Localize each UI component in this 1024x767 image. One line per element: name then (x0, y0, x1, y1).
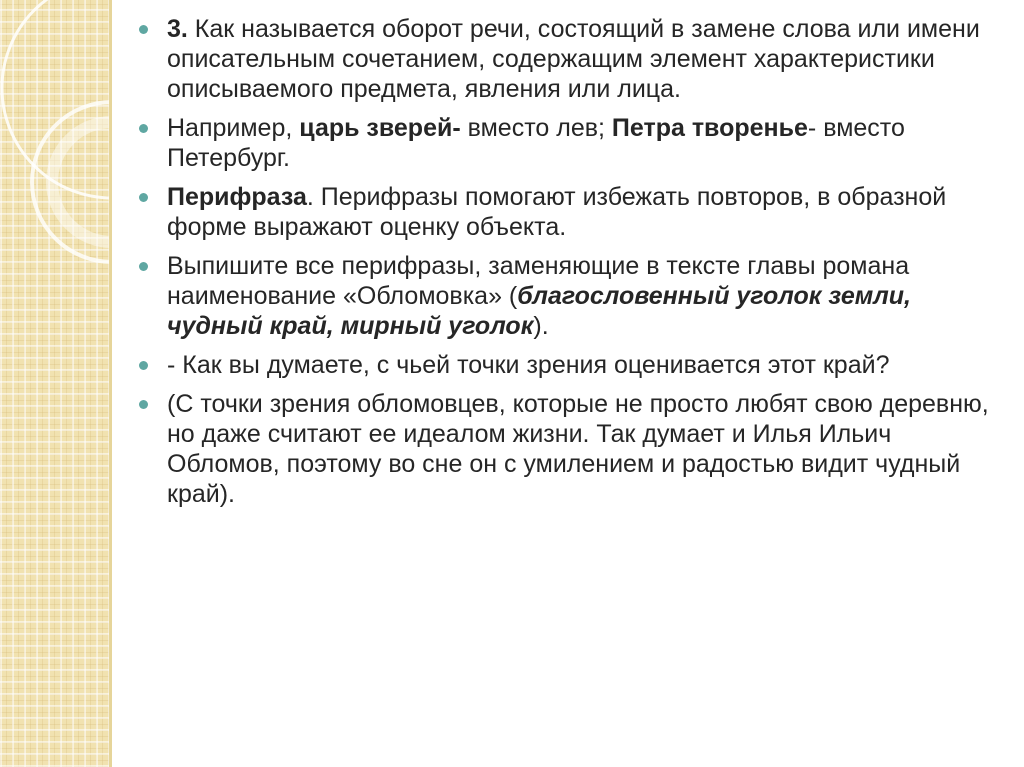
answer-text: (С точки зрения обломовцев, которые не просто любят свою деревню, но даже считают ее идеалом жизни. Так думает и Илья Ильич Обломов, поэтому во сне он с умилением и радостью видит чудный край). (167, 390, 989, 508)
slide-content (136, 14, 996, 518)
bullet-dot-icon (139, 124, 148, 133)
example-text: - вместо Петербург. (167, 114, 905, 172)
question-text: Как называется оборот речи, состоящий в замене слова или имени описательным сочетанием, содержащим элемент характеристики описываемого предмета, явления или лица. (167, 15, 980, 103)
definition-text: . Перифразы помогают избежать повторов, в образной форме выражают оценку объекта. (167, 183, 947, 241)
bullet-dot-icon (139, 193, 148, 202)
list-item (136, 182, 996, 242)
question-text: - Как вы думаете, с чьей точки зрения оценивается этот край? (167, 351, 890, 379)
decorative-arcs (0, 0, 112, 767)
example-phrase: Петра творенье (611, 114, 808, 142)
bullet-dot-icon (139, 262, 148, 271)
list-item (136, 14, 996, 104)
list-item (136, 113, 996, 173)
bullet-dot-icon (139, 400, 148, 409)
answer-phrases: благословенный уголок земли, чудный край, мирный уголок (167, 282, 912, 340)
list-item (136, 389, 996, 509)
list-item (136, 350, 996, 380)
list-item (136, 251, 996, 341)
example-phrase: царь зверей- (299, 114, 461, 142)
decorative-side-panel (0, 0, 112, 767)
task-text: Выпишите все перифразы, заменяющие в тексте главы романа наименование «Обломовка» ( (167, 252, 910, 310)
example-text: Например, (167, 114, 300, 142)
term: Перифраза (167, 183, 307, 211)
bullet-dot-icon (139, 361, 148, 370)
task-text: ). (533, 312, 549, 340)
bullet-list (136, 14, 996, 509)
example-text: вместо лев; (460, 114, 612, 142)
bullet-dot-icon (139, 25, 148, 34)
question-number: 3. (167, 15, 188, 43)
